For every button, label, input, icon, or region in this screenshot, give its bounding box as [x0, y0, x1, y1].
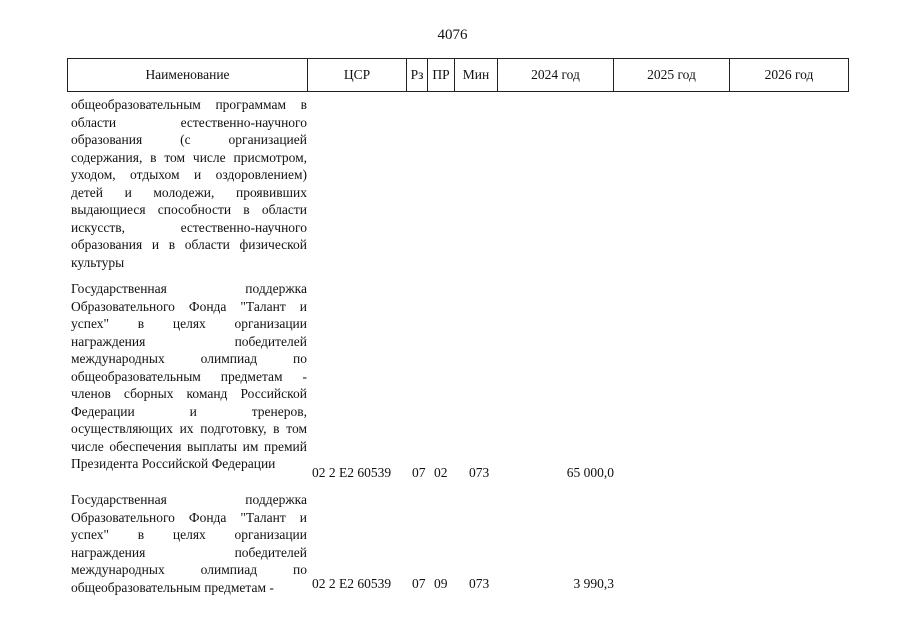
column-header-name: Наименование: [68, 59, 308, 91]
table-row-name: Государственная поддержка Образовательного Фонда "Талант и успех" в целях организации награждения победителей международных олимпиад по общеобразовательным предметам -: [71, 492, 307, 595]
page-number: 4076: [437, 27, 468, 43]
table-cell-min: 073: [469, 465, 490, 480]
table-cell-rz: 07: [412, 465, 426, 480]
table-cell-csr: 02 2 E2 60539: [312, 576, 392, 591]
column-header-2025: 2025 год: [614, 59, 730, 91]
column-header-pr: ПР: [428, 59, 455, 91]
table-cell-min: 073: [469, 576, 490, 591]
table-cell-2024: 65 000,0: [566, 465, 614, 480]
table-cell-pr: 09: [434, 576, 448, 591]
column-header-2024: 2024 год: [498, 59, 614, 91]
table-cell-2024: 3 990,3: [573, 576, 614, 591]
column-header-min: Мин: [455, 59, 498, 91]
column-header-csr: ЦСР: [308, 59, 407, 91]
table-cell-pr: 02: [434, 465, 448, 480]
table-header: [67, 58, 849, 92]
column-header-rz: Рз: [407, 59, 428, 91]
table-cell-csr: 02 2 E2 60539: [312, 465, 392, 480]
table-row-name: общеобразовательным программам в области естественно-научного образования (с организацией содержания, в том числе присмотром, уходом, отдыхом и оздоровлением) детей и молодежи, проявивших выдающиеся способности в области искусств, естественно-научного образования и в области физической культуры: [71, 97, 307, 270]
table-row-name: Государственная поддержка Образовательного Фонда "Талант и успех" в целях организации награждения победителей международных олимпиад по общеобразовательным предметам - членов сборных команд Российской Федерации и тренеров, осуществляющих их подготовку, в том числе обеспечения выплаты им премий Президента Российской Федерации: [71, 281, 307, 471]
table-cell-rz: 07: [412, 576, 426, 591]
column-header-2026: 2026 год: [764, 67, 814, 82]
